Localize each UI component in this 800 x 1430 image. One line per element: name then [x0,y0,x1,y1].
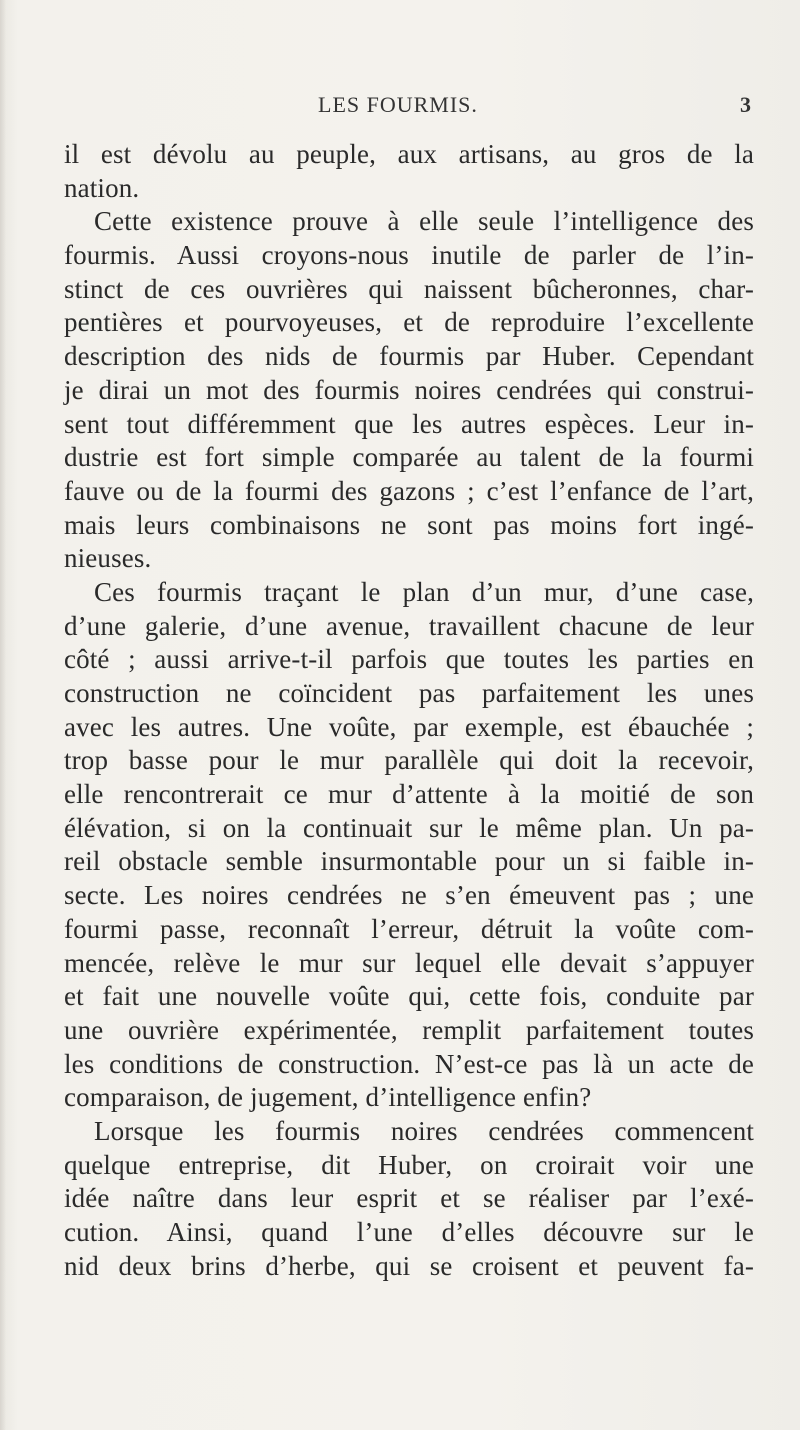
running-head [0,92,800,122]
body-text [64,138,754,1283]
text-line: d’une galerie, d’une avenue, travaillent chacune de leur [64,610,754,641]
text-line: fauve ou de la fourmi des gazons ; c’est l’enfance de l’art, [64,475,754,506]
text-line: je dirai un mot des fourmis noires cendrées qui construi- [64,374,754,405]
text-line: il est dévolu au peuple, aux artisans, au gros de la [64,139,754,169]
text-line: les conditions de construction. N’est-ce pas là un acte de [64,1048,754,1079]
text-line: cution. Ainsi, quand l’une d’elles découvre sur le [64,1217,754,1247]
text-line: description des nids de fourmis par Huber. Cependant [64,341,754,372]
text-line: comparaison, de jugement, d’intelligence enfin? [64,1082,592,1113]
text-line: fourmis. Aussi croyons-nous inutile de parler de l’in- [64,240,754,271]
text-line: sent tout différemment que les autres espèces. Leur in- [64,408,754,439]
text-line: côté ; aussi arrive-t-il parfois que toutes les parties en [64,644,754,675]
text-line: avec les autres. Une voûte, par exemple, est ébauchée ; [64,711,754,742]
text-line: et fait une nouvelle voûte qui, cette fois, conduite par [64,981,754,1012]
text-line: stinct de ces ouvrières qui naissent bûcheronnes, char- [64,273,754,304]
text-line: idée naître dans leur esprit et se réaliser par l’exé- [64,1183,754,1214]
text-line: mais leurs combinaisons ne sont pas moins fort ingé- [64,509,754,540]
text-line: quelque entreprise, dit Huber, on croirait voir une [64,1149,754,1180]
running-title: LES FOURMIS. [318,92,478,117]
text-line: élévation, si on la continuait sur le même plan. Un pa- [64,812,754,843]
text-line: dustrie est fort simple comparée au talent de la fourmi [64,442,754,473]
text-line: nieuses. [64,543,152,574]
text-line: fourmi passe, reconnaît l’erreur, détruit la voûte com- [64,913,754,944]
text-line: une ouvrière expérimentée, remplit parfaitement toutes [64,1014,754,1045]
text-line: Cette existence prouve à elle seule l’intelligence des [94,206,754,237]
text-line: Ces fourmis traçant le plan d’un mur, d’une case, [94,576,754,607]
text-line: pentières et pourvoyeuses, et de reproduire l’excellente [64,307,754,338]
text-line: Lorsque les fourmis noires cendrées commencent [94,1115,754,1146]
text-line: secte. Les noires cendrées ne s’en émeuvent pas ; une [64,880,754,911]
text-line: construction ne coïncident pas parfaitement les unes [64,678,754,708]
text-line: nation. [64,172,140,203]
text-line: nid deux brins d’herbe, qui se croisent et peuvent fa- [64,1250,754,1281]
text-line: elle rencontrerait ce mur d’attente à la moitié de son [64,779,754,810]
text-line: reil obstacle semble insurmontable pour un si faible in- [64,846,754,877]
page-edge-shadow [0,0,6,1430]
text-line: trop basse pour le mur parallèle qui doit la recevoir, [64,745,754,776]
text-line: mencée, relève le mur sur lequel elle devait s’appuyer [64,947,754,978]
page-number: 3 [740,92,751,117]
